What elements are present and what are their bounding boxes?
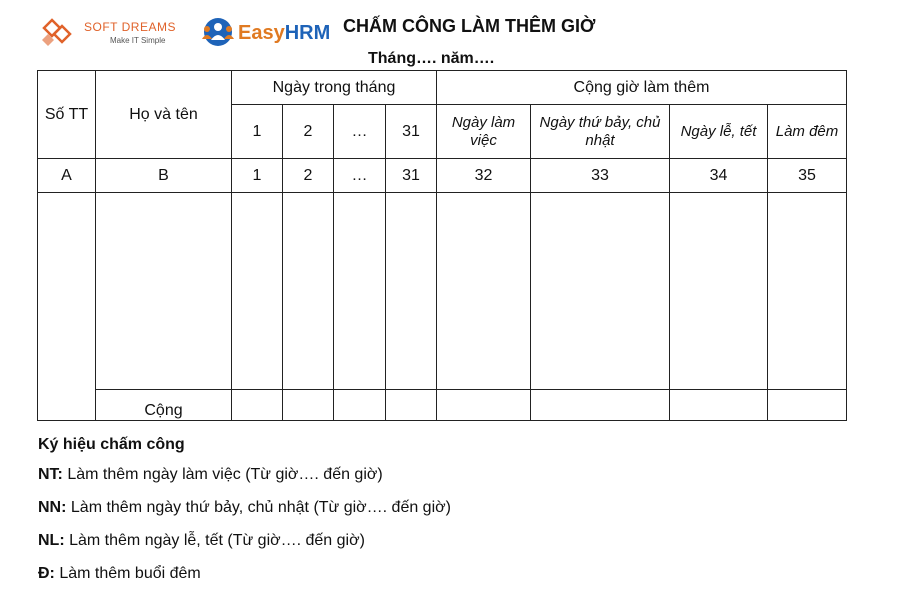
data-body-row (38, 193, 847, 390)
index-cell: 34 (670, 159, 768, 193)
empty-cell (38, 193, 96, 421)
softdreams-name: SOFT DREAMS (84, 20, 176, 34)
header-stt: Số TT (38, 71, 96, 159)
header-days-group: Ngày trong tháng (232, 71, 437, 105)
empty-cell (334, 193, 386, 390)
legend-text: Làm thêm ngày lễ, tết (Từ giờ…. đến giờ) (69, 532, 365, 549)
easyhrm-name-part2: HRM (284, 22, 331, 44)
legend-text: Làm thêm ngày thứ bảy, chủ nhật (Từ giờ…. đến giờ) (70, 499, 451, 516)
index-cell: 32 (437, 159, 531, 193)
header-overtime-holiday: Ngày lễ, tết (670, 105, 768, 159)
empty-cell (437, 193, 531, 390)
easyhrm-name-part1: Easy (238, 22, 285, 44)
index-cell: … (334, 159, 386, 193)
index-cell: 35 (768, 159, 847, 193)
index-row (38, 159, 847, 193)
index-cell: 2 (283, 159, 334, 193)
legend-heading: Ký hiệu chấm công (38, 436, 185, 453)
overtime-timesheet-table (37, 70, 847, 421)
legend-item (38, 458, 451, 491)
total-cell (334, 390, 386, 421)
header-overtime-weekend: Ngày thứ bảy, chủ nhật (531, 105, 670, 159)
easyhrm-logo (198, 14, 338, 50)
header-overtime-night: Làm đêm (768, 105, 847, 159)
empty-cell (386, 193, 437, 390)
total-label: Cộng (96, 390, 232, 421)
legend-item (38, 524, 451, 557)
legend-code: Đ: (38, 565, 55, 582)
total-row (38, 390, 847, 421)
legend-text: Làm thêm buổi đêm (59, 565, 201, 582)
document-title: CHẤM CÔNG LÀM THÊM GIỜ (343, 16, 596, 36)
total-cell (531, 390, 670, 421)
legend-code: NL: (38, 532, 65, 549)
empty-cell (96, 193, 232, 390)
easyhrm-name (238, 22, 330, 45)
empty-cell (232, 193, 283, 390)
header-day: 31 (386, 105, 437, 159)
index-cell: 31 (386, 159, 437, 193)
index-cell: B (96, 159, 232, 193)
index-cell: 33 (531, 159, 670, 193)
total-cell (232, 390, 283, 421)
header-name: Họ và tên (96, 71, 232, 159)
total-cell (386, 390, 437, 421)
timesheet-legend (38, 432, 451, 590)
empty-cell (283, 193, 334, 390)
index-cell: 1 (232, 159, 283, 193)
legend-code: NT: (38, 466, 63, 483)
total-cell (437, 390, 531, 421)
document-subtitle: Tháng…. năm…. (368, 50, 495, 67)
legend-text: Làm thêm ngày làm việc (Từ giờ…. đến giờ) (67, 466, 383, 483)
header-row-1 (38, 71, 847, 105)
empty-cell (531, 193, 670, 390)
total-cell (670, 390, 768, 421)
easyhrm-people-icon (198, 16, 238, 48)
legend-item (38, 491, 451, 524)
header-day: … (334, 105, 386, 159)
header-overtime-workday: Ngày làm việc (437, 105, 531, 159)
index-cell: A (38, 159, 96, 193)
empty-cell (768, 193, 847, 390)
header-day: 1 (232, 105, 283, 159)
total-cell (283, 390, 334, 421)
legend-code: NN: (38, 499, 67, 516)
softdreams-tagline: Make IT Simple (110, 36, 166, 45)
softdreams-logo (40, 14, 190, 54)
total-cell (768, 390, 847, 421)
empty-cell (670, 193, 768, 390)
legend-item (38, 557, 451, 590)
header-day: 2 (283, 105, 334, 159)
header-overtime-group: Cộng giờ làm thêm (437, 71, 847, 105)
softdreams-logo-icon (40, 16, 80, 50)
